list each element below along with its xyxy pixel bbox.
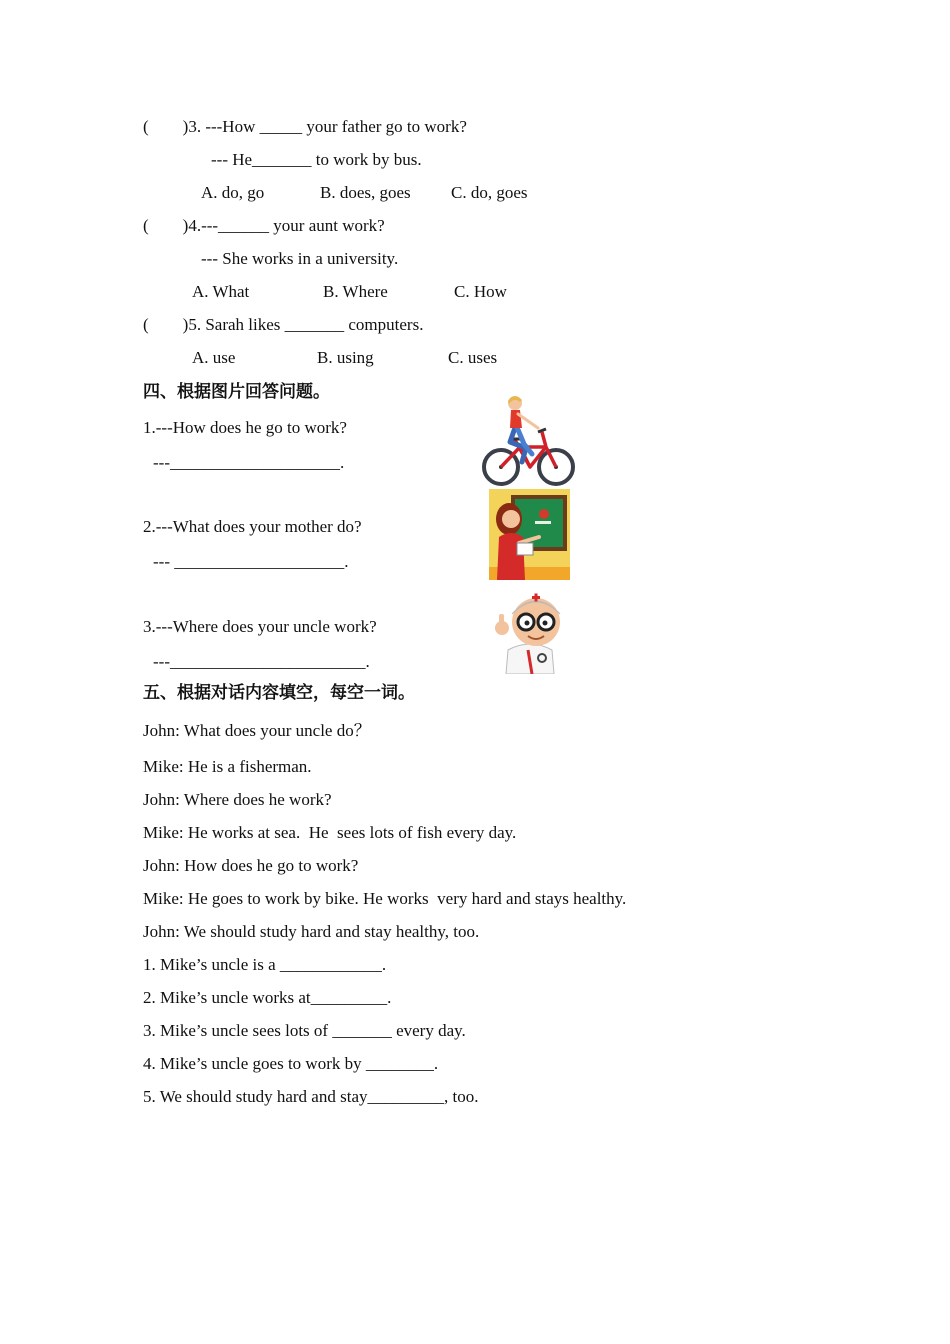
section5-heading: 五、根据对话内容填空，每空一词。 bbox=[143, 683, 415, 703]
s4-question-1: 1.---How does he go to work? bbox=[143, 418, 347, 437]
blank-item: 4. Mike’s uncle goes to work by ________. bbox=[143, 1054, 439, 1073]
q4-option-b: B. Where bbox=[323, 282, 388, 301]
q3-option-a: A. do, go bbox=[201, 183, 265, 202]
dialogue-line: John: What does your uncle do？ bbox=[143, 721, 371, 740]
s4-answer-1: ---____________________. bbox=[153, 453, 345, 472]
dialogue-line: Mike: He is a fisherman. bbox=[143, 757, 312, 776]
teacher-image bbox=[489, 489, 570, 580]
dialogue-line: Mike: He goes to work by bike. He works very hard and stays healthy. bbox=[143, 889, 627, 908]
q4-option-a: A. What bbox=[192, 282, 250, 301]
dialogue-line: Mike: He works at sea. He sees lots of fish every day. bbox=[143, 823, 517, 842]
blank-item: 1. Mike’s uncle is a ____________. bbox=[143, 955, 387, 974]
s4-question-2: 2.---What does your mother do? bbox=[143, 517, 362, 536]
q5-stem: ( )5. Sarah likes _______ computers. bbox=[143, 315, 424, 334]
doctor-image bbox=[490, 588, 568, 674]
blank-item: 3. Mike’s uncle sees lots of _______ every day. bbox=[143, 1021, 466, 1040]
q4-answer-line: --- She works in a university. bbox=[201, 249, 399, 268]
dialogue-line: John: Where does he work? bbox=[143, 790, 332, 809]
q5-option-a: A. use bbox=[192, 348, 236, 367]
blank-item: 2. Mike’s uncle works at_________. bbox=[143, 988, 392, 1007]
q3-option-b: B. does, goes bbox=[320, 183, 411, 202]
q3-answer-line: --- He_______ to work by bus. bbox=[211, 150, 422, 169]
cyclist-image bbox=[480, 392, 578, 488]
section4-heading: 四、根据图片回答问题。 bbox=[143, 382, 330, 402]
q4-option-c: C. How bbox=[454, 282, 507, 301]
s4-question-3: 3.---Where does your uncle work? bbox=[143, 617, 377, 636]
q3-stem: ( )3. ---How _____ your father go to work? bbox=[143, 117, 467, 136]
s4-answer-3: ---_______________________. bbox=[153, 652, 370, 671]
q3-option-c: C. do, goes bbox=[451, 183, 528, 202]
q5-option-c: C. uses bbox=[448, 348, 498, 367]
dialogue-line: John: We should study hard and stay healthy, too. bbox=[143, 922, 480, 941]
dialogue-line: John: How does he go to work? bbox=[143, 856, 359, 875]
s4-answer-2: --- ____________________. bbox=[153, 552, 349, 571]
q4-stem: ( )4.---______ your aunt work? bbox=[143, 216, 385, 235]
q5-option-b: B. using bbox=[317, 348, 374, 367]
blank-item: 5. We should study hard and stay_________, too. bbox=[143, 1087, 479, 1106]
